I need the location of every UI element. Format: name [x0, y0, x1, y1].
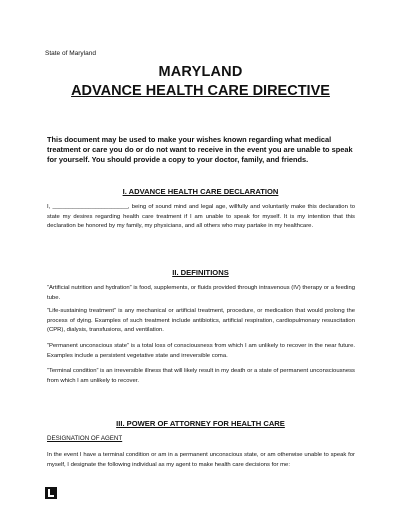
definition-item: “Permanent unconscious state” is a total loss of consciousness from which I am unlikely to recover in the near future. Examples include a persistent vegetative state and irreversible coma.	[47, 343, 355, 359]
state-label: State of Maryland	[45, 50, 96, 57]
designation-paragraph: In the event I have a terminal condition or am in a permanent unconscious state, or am otherwise unable to speak for myself, I designate the following individual as my agent to make health care decisions for me:	[47, 452, 355, 468]
document-title: ADVANCE HEALTH CARE DIRECTIVE	[71, 83, 330, 99]
designation-of-agent-subheading: DESIGNATION OF AGENT	[47, 435, 123, 442]
section-2-heading: II. DEFINITIONS	[172, 268, 229, 277]
definition-item: “Terminal condition” is an irreversible illness that will likely result in my death or a state of permanent unconsciousness from which I am unlikely to recover.	[47, 368, 355, 384]
intro-paragraph: This document may be used to make your wishes known regarding what medical treatment or care you do or do not want to receive in the event you are unable to speak for yourself. You should provide a copy to your doctor, family, and friends.	[47, 135, 353, 164]
definition-item: “Artificial nutrition and hydration” is food, supplements, or fluids provided through intravenous (IV) therapy or a feeding tube.	[47, 285, 355, 301]
document-logo-icon	[45, 487, 57, 499]
definition-item: “Life-sustaining treatment” is any mechanical or artificial treatment, procedure, or medication that would prolong the process of dying. Examples of such treatment include antibiotics, artificial respiration, cardiopulmonary resuscitation (CPR), dialysis, transfusions, and ventilation.	[47, 308, 355, 333]
declaration-paragraph: I, _______________________, being of sound mind and legal age, willfully and voluntarily make this declaration to state my desires regarding health care treatment if I am unable to speak for myself. It is my intention that this declaration be honored by my family, my physicians, and all others who may partake in my healthcare.	[47, 204, 355, 229]
section-3-heading: III. POWER OF ATTORNEY FOR HEALTH CARE	[116, 419, 285, 428]
document-title-state: MARYLAND	[158, 64, 243, 80]
section-1-heading: I. ADVANCE HEALTH CARE DECLARATION	[122, 187, 279, 196]
